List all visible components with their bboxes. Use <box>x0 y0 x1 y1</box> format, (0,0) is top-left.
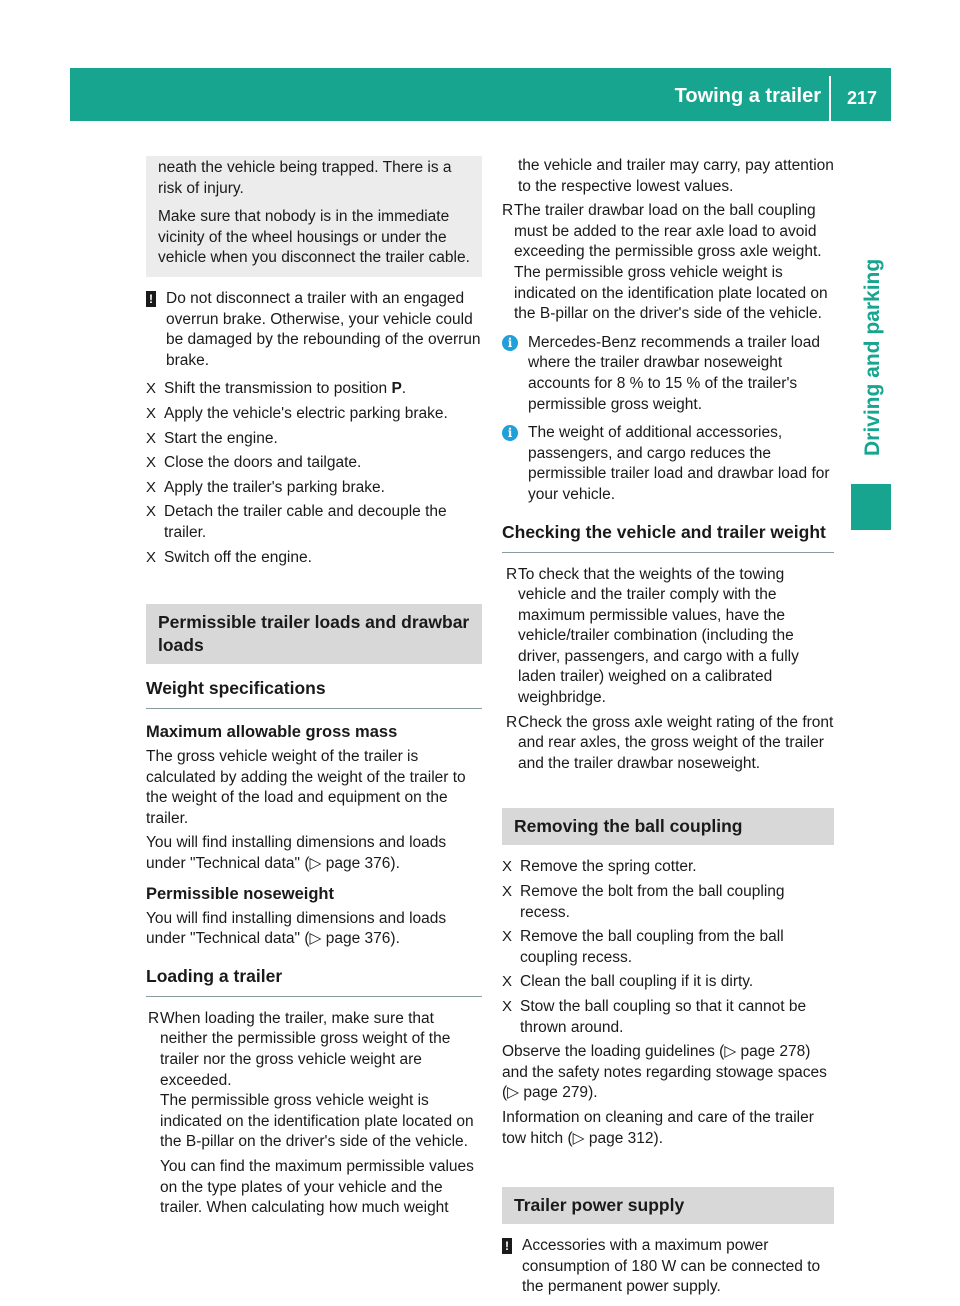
text: ) and the safety notes regarding stowage spaces ( <box>502 1043 827 1102</box>
step-arrow-icon: X <box>502 858 513 876</box>
step-item <box>146 429 482 450</box>
step-arrow-icon: X <box>502 883 513 901</box>
technical-data-reference <box>146 909 482 950</box>
section-heading-trailer-power-supply: Trailer power supply <box>502 1187 834 1224</box>
left-column <box>146 156 482 1223</box>
step-arrow-icon: X <box>146 454 157 472</box>
list-item <box>502 201 834 325</box>
step-text: Close the doors and tailgate. <box>164 454 362 472</box>
reference-text: You will find installing dimensions and loads under "Technical data" ( <box>146 909 447 948</box>
page-ref-arrow-icon: ▷ <box>507 1084 520 1102</box>
step-item <box>502 882 834 923</box>
bullet-icon: R <box>506 565 518 583</box>
page-link[interactable]: page 376 <box>325 855 391 873</box>
step-arrow-icon: X <box>146 548 157 566</box>
header-divider <box>829 76 831 121</box>
page-number: 217 <box>846 88 877 108</box>
caution-text: Accessories with a maximum power consumption of 180 W can be connected to the permanent power supply. <box>522 1237 821 1296</box>
page-ref-arrow-icon: ▷ <box>724 1043 737 1061</box>
drawbar-text: The trailer drawbar load on the ball coupling must be added to the rear axle load to avoid exceeding the permissible gross axle weight. The permissible gross vehicle weight is indicated on the identification plate located on the B-pillar on the driver's side of the vehicle. <box>514 202 828 323</box>
warning-text-1: neath the vehicle being trapped. There is a risk of injury. <box>158 159 452 197</box>
heading-checking-weight: Checking the vehicle and trailer weight <box>502 520 834 553</box>
step-text: Switch off the engine. <box>164 548 312 566</box>
continued-text: the vehicle and trailer may carry, pay attention to the respective lowest values. <box>518 157 834 195</box>
gear-position: P <box>391 380 402 398</box>
page-link[interactable]: page 376 <box>325 930 391 948</box>
step-text-end: . <box>401 380 407 398</box>
heading-permissible-noseweight: Permissible noseweight <box>146 884 334 903</box>
text: ). <box>588 1084 598 1102</box>
info-icon: i <box>502 425 518 441</box>
step-text: Clean the ball coupling if it is dirty. <box>520 973 754 991</box>
check-text-1: To check that the weights of the towing vehicle and the trailer comply with the maximum permissible values, have the vehicle/trailer combination (including the driver, passengers, and cargo with a fully laden trailer) weighed on a calibrated weighbridge. <box>518 565 799 707</box>
technical-data-reference <box>146 833 482 874</box>
caution-icon: ! <box>502 1238 512 1254</box>
bullet-icon: R <box>148 1009 160 1027</box>
loading-text-3: You can find the maximum permissible values on the type plates of your vehicle and the trailer. When calculating how much weight <box>160 1158 474 1217</box>
step-arrow-icon: X <box>146 380 157 398</box>
step-item <box>502 972 834 993</box>
step-arrow-icon: X <box>146 429 157 447</box>
step-arrow-icon: X <box>502 928 513 946</box>
reference-end: ). <box>390 930 400 948</box>
bullet-icon: R <box>506 713 518 731</box>
page-link[interactable]: page 312 <box>588 1129 654 1147</box>
section-heading-trailer-loads: Permissible trailer loads and drawbar loads <box>146 604 482 664</box>
step-arrow-icon: X <box>146 503 157 521</box>
step-item <box>502 927 834 968</box>
step-arrow-icon: X <box>502 998 513 1015</box>
loading-text-1: When loading the trailer, make sure that neither the permissible gross weight of the trailer nor the gross vehicle weight are exceeded. <box>160 1009 451 1089</box>
step-arrow-icon: X <box>146 478 157 496</box>
reference-text: You will find installing dimensions and loads under "Technical data" ( <box>146 834 447 873</box>
info-note <box>502 423 834 505</box>
info-text-2: The weight of additional accessories, passengers, and cargo reduces the permissible trailer load and drawbar load for your vehicle. <box>528 424 830 503</box>
section-heading-remove-ball-coupling: Removing the ball coupling <box>502 808 834 845</box>
info-text-1: Mercedes-Benz recommends a trailer load where the trailer drawbar noseweight accounts for 8 % to 15 % of the trailer's permissible gross weight. <box>528 333 821 413</box>
step-item <box>146 453 482 474</box>
page-link[interactable]: page 278 <box>740 1043 806 1061</box>
step-item <box>146 548 482 569</box>
page-ref-arrow-icon: ▷ <box>572 1129 585 1147</box>
caution-icon: ! <box>146 291 156 307</box>
text: ). <box>653 1129 663 1147</box>
text: Information on cleaning and care of the trailer tow hitch ( <box>502 1108 814 1147</box>
list-item <box>506 713 834 775</box>
list-item <box>148 1009 482 1219</box>
step-item <box>502 857 834 878</box>
step-text: Start the engine. <box>164 429 278 447</box>
caution-note <box>146 289 482 371</box>
step-text: Detach the trailer cable and decouple the trailer. <box>164 503 447 541</box>
warning-box <box>146 156 482 277</box>
page-ref-arrow-icon: ▷ <box>309 930 322 948</box>
side-section-label: Driving and parking <box>861 258 884 456</box>
step-item <box>146 502 482 543</box>
right-column <box>502 156 834 1306</box>
step-text: Stow the ball coupling so that it cannot be thrown around. <box>520 998 807 1036</box>
page-header-bar <box>70 68 891 121</box>
heading-max-gross-mass: Maximum allowable gross mass <box>146 723 398 742</box>
step-item <box>146 379 482 400</box>
step-text: Remove the spring cotter. <box>520 858 697 876</box>
chapter-title: Towing a trailer <box>674 85 821 107</box>
step-item <box>502 997 834 1038</box>
step-text: Remove the bolt from the ball coupling recess. <box>520 883 785 921</box>
loading-text-2: The permissible gross vehicle weight is indicated on the identification plate located on the B-pillar on the driver's side of the vehicle. <box>160 1092 474 1151</box>
step-item <box>146 404 482 425</box>
loading-guidelines-text <box>502 1042 834 1104</box>
side-tab-marker <box>851 484 891 530</box>
list-item <box>506 565 834 709</box>
caution-text: Do not disconnect a trailer with an engaged overrun brake. Otherwise, your vehicle could be damaged by the rebounding of the overrun brake. <box>166 289 481 369</box>
heading-loading-trailer: Loading a trailer <box>146 964 482 997</box>
step-text: Apply the vehicle's electric parking brake. <box>164 404 448 422</box>
step-item <box>146 478 482 499</box>
page-link[interactable]: page 279 <box>523 1084 589 1102</box>
info-icon: i <box>502 335 518 351</box>
step-text: Remove the ball coupling from the ball coupling recess. <box>520 928 784 966</box>
check-text-2: Check the gross axle weight rating of the front and rear axles, the gross weight of the trailer and the trailer drawbar noseweight. <box>518 713 834 772</box>
reference-end: ). <box>390 855 400 873</box>
info-note <box>502 333 834 415</box>
heading-weight-specifications: Weight specifications <box>146 676 482 709</box>
step-arrow-icon: X <box>502 973 513 991</box>
cleaning-reference-text <box>502 1108 834 1149</box>
step-text: Shift the transmission to position <box>164 380 392 398</box>
caution-note <box>502 1236 834 1298</box>
bullet-icon: R <box>502 202 514 220</box>
page-ref-arrow-icon: ▷ <box>309 855 322 873</box>
max-gross-mass-text: The gross vehicle weight of the trailer is calculated by adding the weight of the trailer to the weight of the load and equipment on the trailer. <box>146 748 466 827</box>
text: Observe the loading guidelines ( <box>502 1043 725 1061</box>
warning-text-2: Make sure that nobody is in the immediate vicinity of the wheel housings or under the vehicle when you disconnect the trailer cable. <box>158 208 470 267</box>
step-arrow-icon: X <box>146 404 157 422</box>
step-text: Apply the trailer's parking brake. <box>164 478 385 496</box>
